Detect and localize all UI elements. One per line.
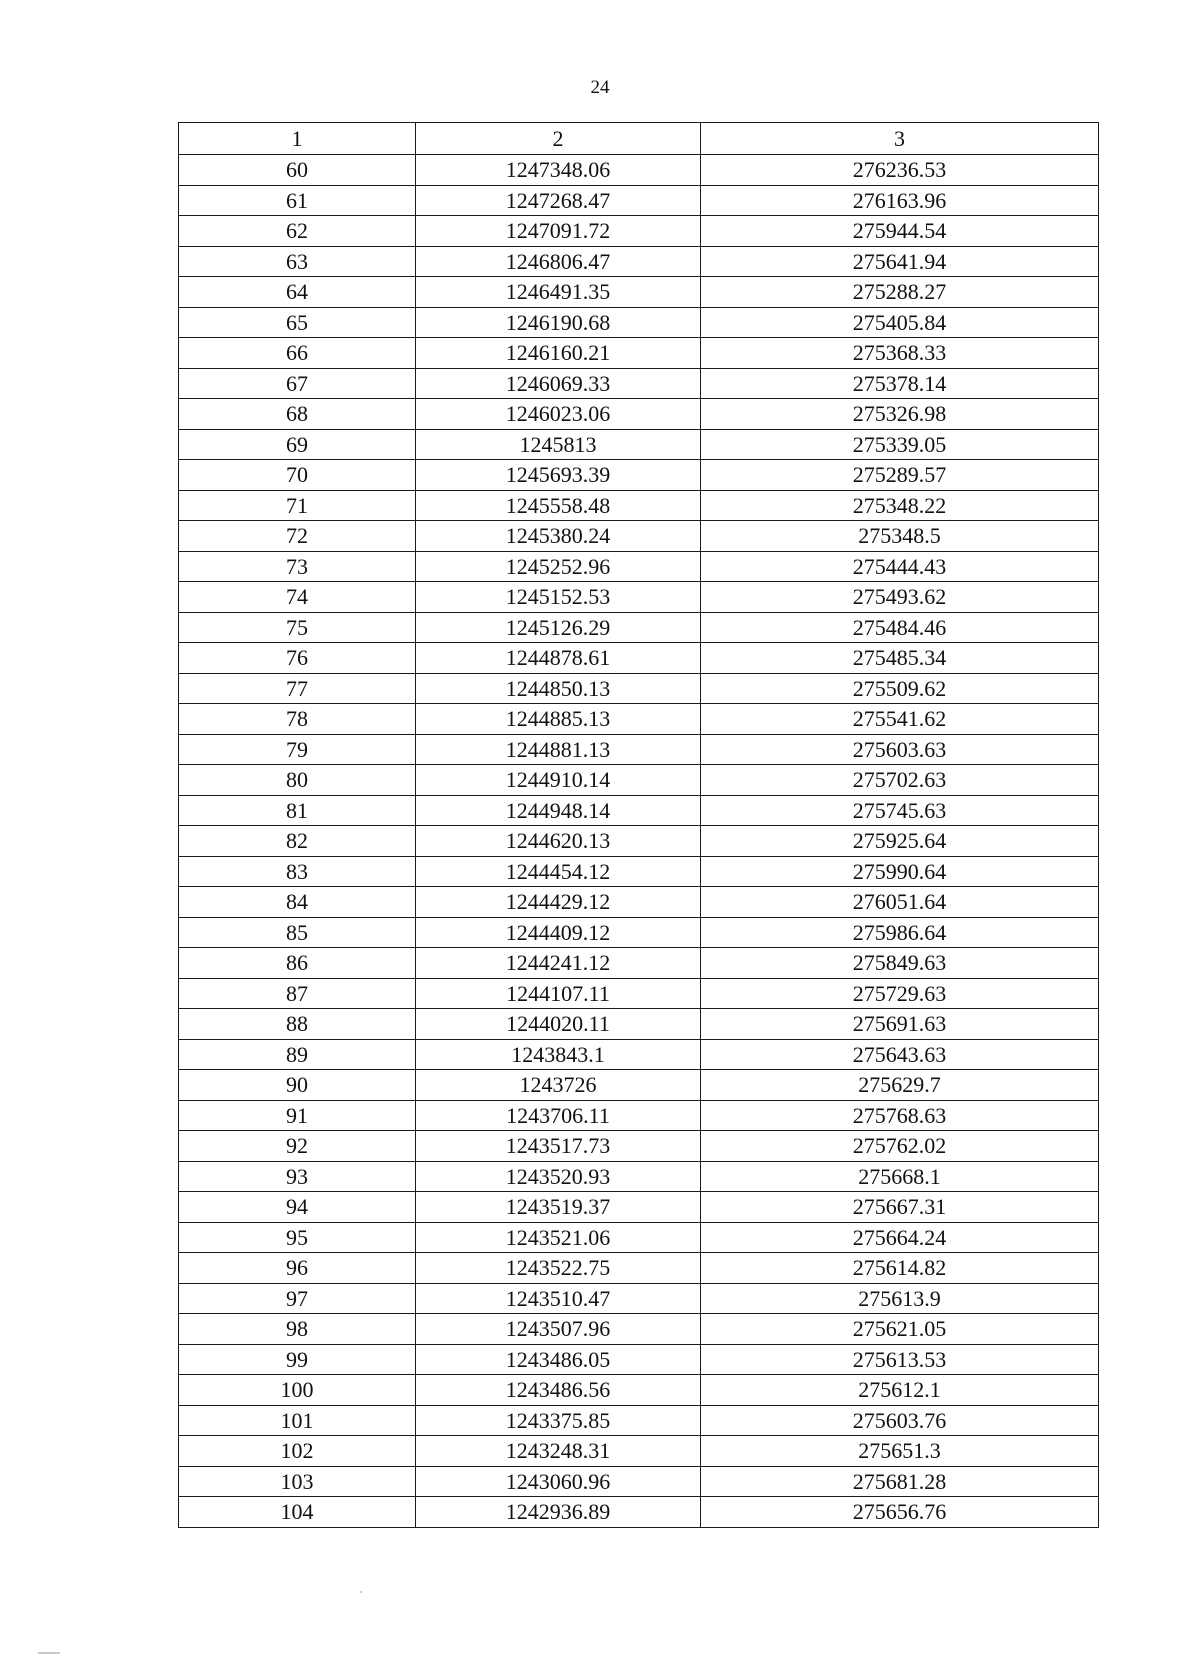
table-row	[179, 1222, 1099, 1253]
x-coordinate-cell: 1243520.93	[416, 1161, 701, 1192]
table-row	[179, 795, 1099, 826]
y-coordinate-cell: 275405.84	[701, 307, 1099, 338]
y-coordinate-cell: 275541.62	[701, 704, 1099, 735]
table-row	[179, 887, 1099, 918]
y-coordinate-cell: 275368.33	[701, 338, 1099, 369]
x-coordinate-cell: 1246160.21	[416, 338, 701, 369]
x-coordinate-cell: 1245252.96	[416, 551, 701, 582]
x-coordinate-cell: 1244850.13	[416, 673, 701, 704]
x-coordinate-cell: 1244429.12	[416, 887, 701, 918]
x-coordinate-cell: 1243726	[416, 1070, 701, 1101]
point-number-cell: 68	[179, 399, 416, 430]
y-coordinate-cell: 275762.02	[701, 1131, 1099, 1162]
table-row	[179, 1436, 1099, 1467]
table-row	[179, 1344, 1099, 1375]
x-coordinate-cell: 1243060.96	[416, 1466, 701, 1497]
table-row	[179, 460, 1099, 491]
x-coordinate-cell: 1243486.56	[416, 1375, 701, 1406]
table-row	[179, 1100, 1099, 1131]
x-coordinate-cell: 1243706.11	[416, 1100, 701, 1131]
coordinates-table	[178, 122, 1099, 1528]
column-header-x: 2	[416, 123, 701, 155]
table-row	[179, 1314, 1099, 1345]
point-number-cell: 86	[179, 948, 416, 979]
table-row	[179, 1283, 1099, 1314]
table-row	[179, 856, 1099, 887]
table-row	[179, 1466, 1099, 1497]
x-coordinate-cell: 1243522.75	[416, 1253, 701, 1284]
y-coordinate-cell: 275288.27	[701, 277, 1099, 308]
point-number-cell: 66	[179, 338, 416, 369]
table-header-row	[179, 123, 1099, 155]
point-number-cell: 65	[179, 307, 416, 338]
x-coordinate-cell: 1243486.05	[416, 1344, 701, 1375]
point-number-cell: 75	[179, 612, 416, 643]
table-row	[179, 307, 1099, 338]
y-coordinate-cell: 276163.96	[701, 185, 1099, 216]
x-coordinate-cell: 1245152.53	[416, 582, 701, 613]
point-number-cell: 76	[179, 643, 416, 674]
point-number-cell: 73	[179, 551, 416, 582]
scan-artifact-dot	[360, 1591, 362, 1593]
y-coordinate-cell: 275613.9	[701, 1283, 1099, 1314]
table-row	[179, 1375, 1099, 1406]
table-row	[179, 1161, 1099, 1192]
y-coordinate-cell: 275768.63	[701, 1100, 1099, 1131]
table-row	[179, 551, 1099, 582]
point-number-cell: 98	[179, 1314, 416, 1345]
y-coordinate-cell: 275643.63	[701, 1039, 1099, 1070]
table-row	[179, 734, 1099, 765]
x-coordinate-cell: 1245693.39	[416, 460, 701, 491]
table-row	[179, 673, 1099, 704]
point-number-cell: 91	[179, 1100, 416, 1131]
x-coordinate-cell: 1244107.11	[416, 978, 701, 1009]
point-number-cell: 64	[179, 277, 416, 308]
x-coordinate-cell: 1245558.48	[416, 490, 701, 521]
point-number-cell: 62	[179, 216, 416, 247]
point-number-cell: 99	[179, 1344, 416, 1375]
x-coordinate-cell: 1243510.47	[416, 1283, 701, 1314]
y-coordinate-cell: 275656.76	[701, 1497, 1099, 1528]
x-coordinate-cell: 1243375.85	[416, 1405, 701, 1436]
table-row	[179, 429, 1099, 460]
x-coordinate-cell: 1245813	[416, 429, 701, 460]
table-row	[179, 765, 1099, 796]
point-number-cell: 103	[179, 1466, 416, 1497]
table-row	[179, 490, 1099, 521]
point-number-cell: 83	[179, 856, 416, 887]
point-number-cell: 95	[179, 1222, 416, 1253]
page-number: 24	[590, 77, 610, 98]
y-coordinate-cell: 275444.43	[701, 551, 1099, 582]
y-coordinate-cell: 275621.05	[701, 1314, 1099, 1345]
table-row	[179, 1070, 1099, 1101]
table-row	[179, 704, 1099, 735]
y-coordinate-cell: 275667.31	[701, 1192, 1099, 1223]
x-coordinate-cell: 1242936.89	[416, 1497, 701, 1528]
point-number-cell: 72	[179, 521, 416, 552]
y-coordinate-cell: 275603.76	[701, 1405, 1099, 1436]
point-number-cell: 61	[179, 185, 416, 216]
y-coordinate-cell: 275612.1	[701, 1375, 1099, 1406]
table-row	[179, 1009, 1099, 1040]
y-coordinate-cell: 275613.53	[701, 1344, 1099, 1375]
y-coordinate-cell: 275485.34	[701, 643, 1099, 674]
x-coordinate-cell: 1244948.14	[416, 795, 701, 826]
point-number-cell: 77	[179, 673, 416, 704]
point-number-cell: 80	[179, 765, 416, 796]
table-row	[179, 612, 1099, 643]
point-number-cell: 101	[179, 1405, 416, 1436]
point-number-cell: 102	[179, 1436, 416, 1467]
x-coordinate-cell: 1247268.47	[416, 185, 701, 216]
x-coordinate-cell: 1247348.06	[416, 155, 701, 186]
y-coordinate-cell: 276236.53	[701, 155, 1099, 186]
x-coordinate-cell: 1243521.06	[416, 1222, 701, 1253]
point-number-cell: 82	[179, 826, 416, 857]
x-coordinate-cell: 1243843.1	[416, 1039, 701, 1070]
point-number-cell: 97	[179, 1283, 416, 1314]
y-coordinate-cell: 275378.14	[701, 368, 1099, 399]
y-coordinate-cell: 275664.24	[701, 1222, 1099, 1253]
point-number-cell: 96	[179, 1253, 416, 1284]
x-coordinate-cell: 1246069.33	[416, 368, 701, 399]
y-coordinate-cell: 275603.63	[701, 734, 1099, 765]
x-coordinate-cell: 1245126.29	[416, 612, 701, 643]
y-coordinate-cell: 275339.05	[701, 429, 1099, 460]
y-coordinate-cell: 275509.62	[701, 673, 1099, 704]
y-coordinate-cell: 275289.57	[701, 460, 1099, 491]
point-number-cell: 93	[179, 1161, 416, 1192]
x-coordinate-cell: 1243517.73	[416, 1131, 701, 1162]
y-coordinate-cell: 275614.82	[701, 1253, 1099, 1284]
y-coordinate-cell: 275702.63	[701, 765, 1099, 796]
table-row	[179, 1497, 1099, 1528]
table-row	[179, 185, 1099, 216]
table-row	[179, 978, 1099, 1009]
point-number-cell: 92	[179, 1131, 416, 1162]
column-header-point: 1	[179, 123, 416, 155]
y-coordinate-cell: 275745.63	[701, 795, 1099, 826]
y-coordinate-cell: 275986.64	[701, 917, 1099, 948]
point-number-cell: 88	[179, 1009, 416, 1040]
x-coordinate-cell: 1244910.14	[416, 765, 701, 796]
x-coordinate-cell: 1244885.13	[416, 704, 701, 735]
point-number-cell: 89	[179, 1039, 416, 1070]
point-number-cell: 67	[179, 368, 416, 399]
point-number-cell: 85	[179, 917, 416, 948]
y-coordinate-cell: 275691.63	[701, 1009, 1099, 1040]
column-header-y: 3	[701, 123, 1099, 155]
x-coordinate-cell: 1243519.37	[416, 1192, 701, 1223]
point-number-cell: 71	[179, 490, 416, 521]
x-coordinate-cell: 1246806.47	[416, 246, 701, 277]
point-number-cell: 78	[179, 704, 416, 735]
x-coordinate-cell: 1246491.35	[416, 277, 701, 308]
point-number-cell: 84	[179, 887, 416, 918]
table-row	[179, 1039, 1099, 1070]
table-row	[179, 246, 1099, 277]
table-row	[179, 368, 1099, 399]
table-row	[179, 338, 1099, 369]
x-coordinate-cell: 1244878.61	[416, 643, 701, 674]
point-number-cell: 63	[179, 246, 416, 277]
point-number-cell: 94	[179, 1192, 416, 1223]
y-coordinate-cell: 275629.7	[701, 1070, 1099, 1101]
y-coordinate-cell: 275944.54	[701, 216, 1099, 247]
table-row	[179, 521, 1099, 552]
x-coordinate-cell: 1244454.12	[416, 856, 701, 887]
point-number-cell: 60	[179, 155, 416, 186]
x-coordinate-cell: 1244620.13	[416, 826, 701, 857]
y-coordinate-cell: 275849.63	[701, 948, 1099, 979]
point-number-cell: 69	[179, 429, 416, 460]
scan-artifact-mark	[38, 1652, 60, 1654]
x-coordinate-cell: 1244881.13	[416, 734, 701, 765]
table-row	[179, 917, 1099, 948]
y-coordinate-cell: 275681.28	[701, 1466, 1099, 1497]
x-coordinate-cell: 1246023.06	[416, 399, 701, 430]
x-coordinate-cell: 1243507.96	[416, 1314, 701, 1345]
y-coordinate-cell: 275651.3	[701, 1436, 1099, 1467]
x-coordinate-cell: 1246190.68	[416, 307, 701, 338]
table-row	[179, 277, 1099, 308]
table-row	[179, 1405, 1099, 1436]
y-coordinate-cell: 275348.5	[701, 521, 1099, 552]
table-row	[179, 216, 1099, 247]
y-coordinate-cell: 275493.62	[701, 582, 1099, 613]
point-number-cell: 70	[179, 460, 416, 491]
table-row	[179, 1253, 1099, 1284]
point-number-cell: 74	[179, 582, 416, 613]
y-coordinate-cell: 275348.22	[701, 490, 1099, 521]
table-row	[179, 399, 1099, 430]
table-row	[179, 582, 1099, 613]
table-row	[179, 1131, 1099, 1162]
y-coordinate-cell: 275326.98	[701, 399, 1099, 430]
table-row	[179, 643, 1099, 674]
x-coordinate-cell: 1244409.12	[416, 917, 701, 948]
point-number-cell: 90	[179, 1070, 416, 1101]
x-coordinate-cell: 1247091.72	[416, 216, 701, 247]
point-number-cell: 104	[179, 1497, 416, 1528]
y-coordinate-cell: 275729.63	[701, 978, 1099, 1009]
y-coordinate-cell: 275484.46	[701, 612, 1099, 643]
point-number-cell: 79	[179, 734, 416, 765]
x-coordinate-cell: 1244241.12	[416, 948, 701, 979]
y-coordinate-cell: 275668.1	[701, 1161, 1099, 1192]
x-coordinate-cell: 1243248.31	[416, 1436, 701, 1467]
point-number-cell: 81	[179, 795, 416, 826]
table-row	[179, 155, 1099, 186]
y-coordinate-cell: 275641.94	[701, 246, 1099, 277]
x-coordinate-cell: 1244020.11	[416, 1009, 701, 1040]
table-row	[179, 826, 1099, 857]
table-row	[179, 948, 1099, 979]
table-body	[179, 123, 1099, 1528]
table-row	[179, 1192, 1099, 1223]
point-number-cell: 87	[179, 978, 416, 1009]
y-coordinate-cell: 275990.64	[701, 856, 1099, 887]
y-coordinate-cell: 276051.64	[701, 887, 1099, 918]
x-coordinate-cell: 1245380.24	[416, 521, 701, 552]
y-coordinate-cell: 275925.64	[701, 826, 1099, 857]
point-number-cell: 100	[179, 1375, 416, 1406]
